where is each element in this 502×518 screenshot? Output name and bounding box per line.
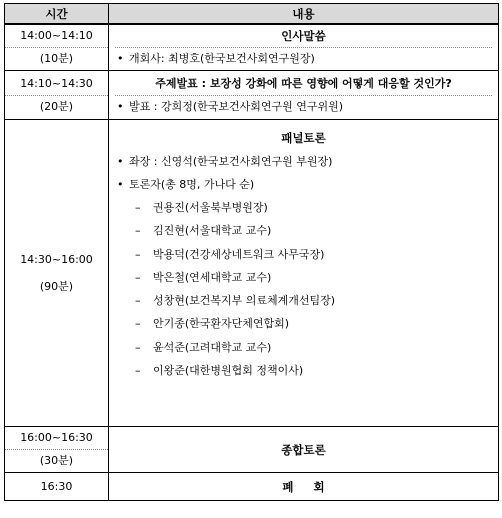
table-row	[5, 427, 499, 473]
list-item	[115, 96, 492, 118]
dash-icon: –	[135, 340, 141, 354]
list-item-text: 좌장 : 신영석(한국보건사회연구원 부원장)	[129, 155, 333, 168]
panelist-item	[115, 336, 492, 359]
panelist-item	[115, 359, 492, 382]
list-item-text: 토론자(총 8명, 가나다 순)	[129, 178, 255, 191]
panelist-name: 권용진(서울북부병원장)	[153, 201, 268, 214]
panelist-item	[115, 312, 492, 335]
table-row	[5, 120, 499, 427]
panel-intro-item	[115, 173, 492, 196]
panelist-item	[115, 243, 492, 266]
panelist-item	[115, 289, 492, 312]
dash-icon: –	[135, 247, 141, 261]
panelist-name: 박용덕(건강세상네트워크 사무국장)	[153, 247, 325, 261]
content-cell	[109, 71, 499, 120]
session-title: 주제발표 : 보장성 강화에 따른 영향에 어떻게 대응할 것인가?	[115, 73, 492, 96]
duration: (30분)	[39, 454, 74, 467]
bullet-icon: •	[117, 52, 124, 65]
time-range: 14:00~14:10	[5, 25, 108, 48]
panelist-name: 성창현(보건복지부 의료체계개선팀장)	[153, 294, 336, 308]
panelist-item	[115, 266, 492, 289]
dash-icon: –	[135, 270, 141, 284]
duration: (20분)	[39, 99, 74, 113]
time-cell	[5, 120, 109, 427]
dash-icon: –	[135, 224, 141, 238]
time-range: 16:30	[5, 473, 109, 501]
bullet-icon: •	[117, 155, 124, 168]
bullet-icon: •	[117, 99, 124, 113]
panelist-name: 이왕준(대한병원협회 정책이사)	[153, 364, 304, 378]
schedule-table	[4, 3, 499, 501]
header-time: 시간	[5, 4, 109, 25]
panelist-name: 윤석준(고려대학교 교수)	[153, 340, 272, 354]
session-title: 폐 회	[109, 473, 499, 501]
bullet-icon: •	[117, 178, 124, 191]
dash-icon: –	[135, 201, 141, 214]
time-cell	[5, 427, 109, 473]
chair-item	[115, 150, 492, 173]
panelist-item	[115, 219, 492, 242]
panelist-name: 안기종(한국환자단체연합회)	[153, 317, 290, 331]
session-title: 패널토론	[281, 131, 326, 145]
content-cell	[109, 24, 499, 71]
time-range: 16:00~16:30	[5, 427, 108, 450]
session-title: 종합토론	[109, 427, 499, 473]
session-title: 인사말씀	[115, 25, 492, 48]
time-cell	[5, 71, 109, 120]
table-row	[5, 71, 499, 120]
list-item-text: 발표 : 강희정(한국보건사회연구원 연구위원)	[129, 99, 344, 113]
panelist-name: 박은철(연세대학교 교수)	[153, 270, 272, 284]
dash-icon: –	[135, 317, 141, 331]
panelist-name: 김진현(서울대학교 교수)	[153, 224, 272, 238]
time-range: 14:10~14:30	[5, 73, 108, 96]
panelist-list	[115, 196, 492, 382]
list-item-text: 개회사: 최병호(한국보건사회연구원장)	[129, 52, 315, 65]
time-range: 14:30~16:00	[20, 252, 93, 266]
panelist-item	[115, 196, 492, 219]
dash-icon: –	[135, 364, 141, 378]
list-item	[115, 48, 492, 70]
table-header-row	[5, 4, 499, 25]
table-row	[5, 473, 499, 501]
content-cell	[109, 120, 499, 427]
time-cell	[5, 24, 109, 71]
header-content: 내용	[109, 4, 499, 25]
table-row	[5, 24, 499, 71]
duration: (10분)	[39, 52, 74, 65]
duration: (90분)	[39, 279, 74, 293]
dash-icon: –	[135, 294, 141, 308]
